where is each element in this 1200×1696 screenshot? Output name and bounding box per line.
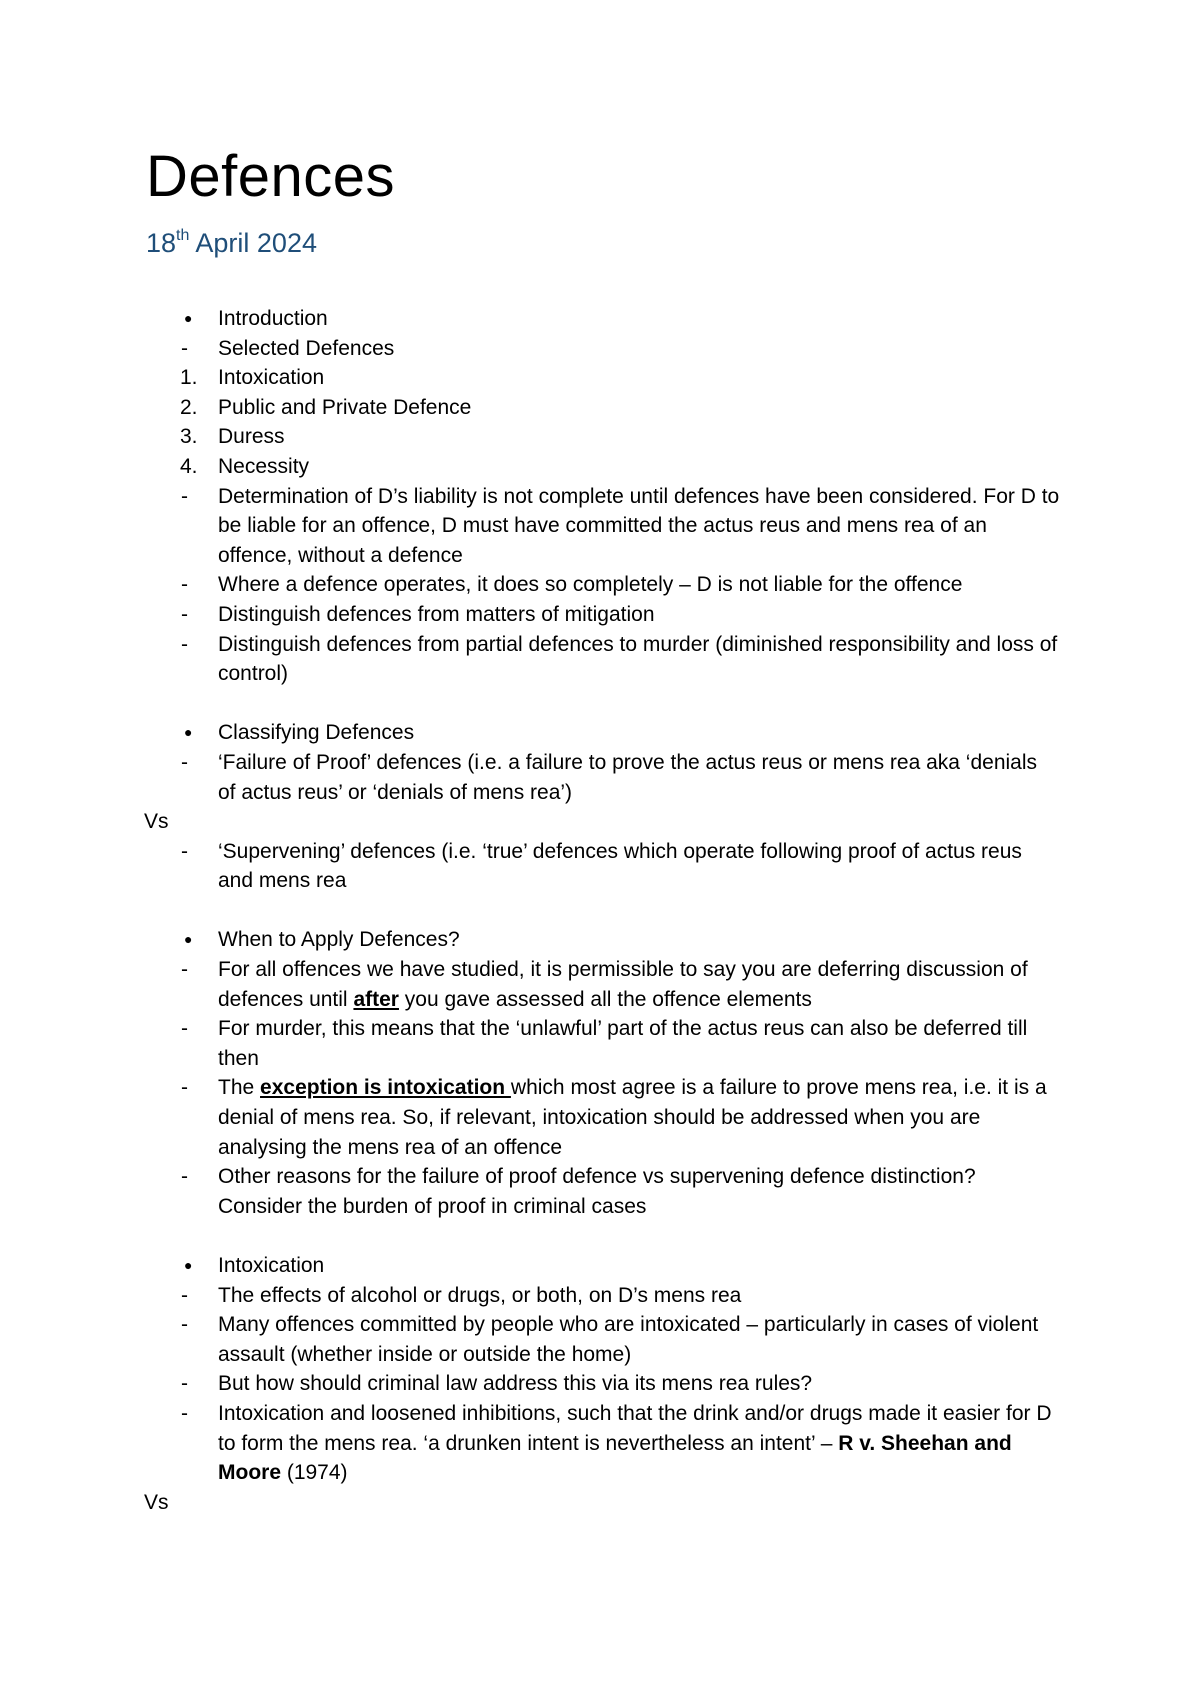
list-item: - Many offences committed by people who are intoxicated – particularly in cases of violent assault (whether inside or outside the home) — [0, 1310, 1200, 1369]
dash-marker: - — [181, 1372, 188, 1396]
dash-marker: - — [181, 573, 188, 597]
section-heading: ● Classifying Defences — [0, 718, 1200, 748]
dash-marker: - — [181, 1401, 188, 1425]
list-item: - Where a defence operates, it does so completely – D is not liable for the offence — [0, 570, 1200, 600]
dash-marker: - — [181, 750, 188, 774]
vs-label: Vs — [144, 810, 169, 834]
case-citation: R v. Sheehan and Moore — [218, 1431, 1012, 1485]
list-item: - ‘Supervening’ defences (i.e. ‘true’ defences which operate following proof of actus reus and mens rea — [0, 837, 1200, 896]
dash-marker: - — [181, 602, 188, 626]
list-item: - Distinguish defences from matters of mitigation — [0, 600, 1200, 630]
dash-marker: - — [181, 1313, 188, 1337]
bullet-icon: ● — [184, 931, 193, 948]
list-item: - The exception is intoxication which most agree is a failure to prove mens rea, i.e. it is a denial of mens rea. So, if relevant, intoxication should be addressed when you are analysing the mens rea of an offence — [0, 1073, 1200, 1162]
dash-marker: - — [181, 958, 188, 982]
bullet-icon: ● — [184, 1257, 193, 1273]
numbered-item: 2. Public and Private Defence — [180, 395, 472, 419]
list-item: - Distinguish defences from partial defences to murder (diminished responsibility and loss of control) — [0, 630, 1200, 689]
dash-marker: - — [181, 632, 188, 656]
document-date: 18th April 2024 — [146, 227, 317, 258]
dash-marker: - — [181, 336, 188, 360]
section-heading: ● Intoxication — [0, 1251, 1200, 1281]
list-item: - ‘Failure of Proof’ defences (i.e. a failure to prove the actus reus or mens rea aka ‘denials of actus reus’ or ‘denials of mens rea’) — [0, 748, 1200, 807]
page-title: Defences — [146, 144, 396, 209]
numbered-item: 4. Necessity — [180, 454, 310, 478]
document-body — [0, 304, 1200, 1517]
vs-label: Vs — [144, 1490, 169, 1514]
section-heading: ● When to Apply Defences? — [0, 925, 1200, 955]
list-item: - Determination of D’s liability is not complete until defences have been considered. For D to be liable for an offence, D must have committed the actus reus and mens rea of an offence, without a defence — [0, 482, 1200, 571]
dash-marker: - — [181, 1165, 188, 1189]
dash-marker: - — [181, 1283, 188, 1307]
list-item: - Intoxication and loosened inhibitions, such that the drink and/or drugs made it easier for D to form the mens rea. ‘a drunken intent is nevertheless an intent’ – R v. Sheehan and Moore (1974) — [0, 1399, 1200, 1488]
section-heading: ● Introduction — [0, 304, 1200, 334]
numbered-item: 1. Intoxication — [180, 366, 325, 390]
list-item: - For all offences we have studied, it is permissible to say you are deferring discussion of defences until after you gave assessed all the offence elements — [0, 955, 1200, 1014]
list-item: - Other reasons for the failure of proof defence vs supervening defence distinction? Consider the burden of proof in criminal cases — [0, 1162, 1200, 1221]
dash-marker: - — [181, 1017, 188, 1041]
bullet-icon: ● — [184, 310, 193, 326]
numbered-item: 3. Duress — [180, 425, 285, 449]
bullet-icon: ● — [184, 724, 193, 741]
dash-marker: - — [181, 839, 188, 863]
list-item: - For murder, this means that the ‘unlawful’ part of the actus reus can also be deferred till then — [0, 1014, 1200, 1073]
list-item: - But how should criminal law address this via its mens rea rules? — [0, 1369, 1200, 1399]
list-item: - The effects of alcohol or drugs, or both, on D’s mens rea — [0, 1281, 1200, 1311]
dash-marker: - — [181, 1076, 188, 1100]
dash-marker: - — [181, 484, 188, 508]
list-item: - Selected Defences — [0, 334, 1200, 364]
